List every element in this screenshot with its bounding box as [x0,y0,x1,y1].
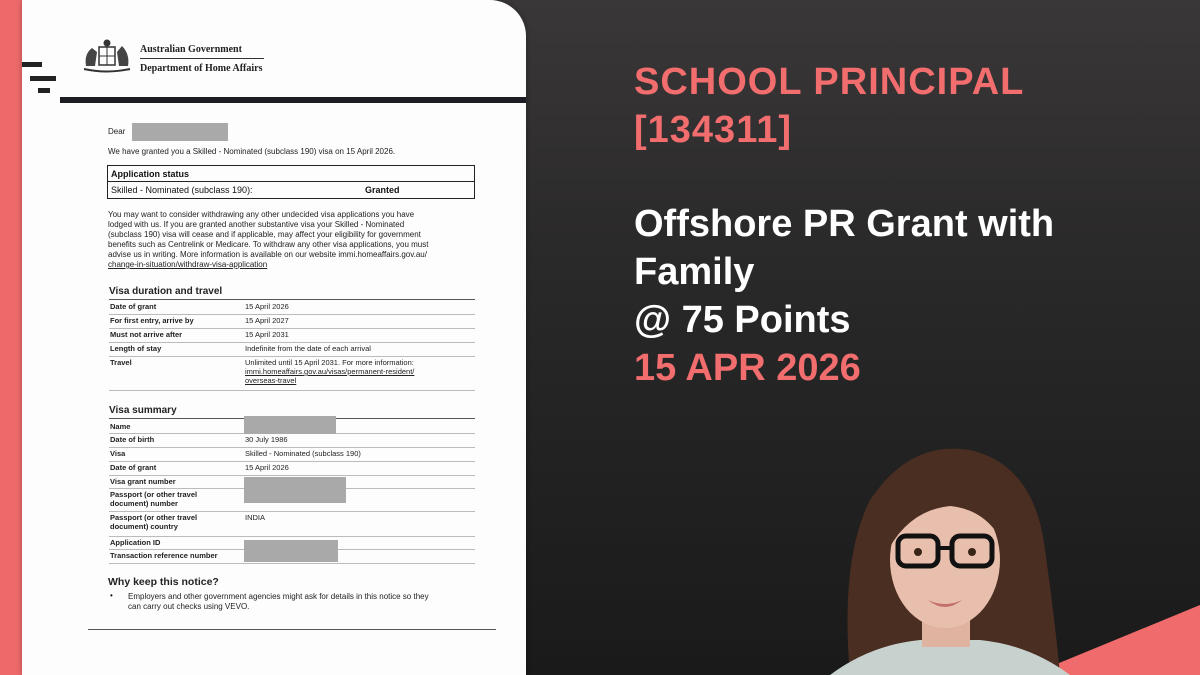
status-title: Application status [111,169,190,179]
redacted-name [132,123,228,141]
grant-type: Offshore PR Grant with [634,203,1055,245]
job-title-block [634,58,1024,154]
table-row: Length of stay Indefinite from the date of each arrival [109,343,475,357]
anzsco-code: [134311] [634,109,793,151]
table-row: Passport (or other travel document) number [109,489,475,512]
table-row: Visa grant number [109,476,475,489]
table-row: Application ID [109,537,475,550]
department-name: Department of Home Affairs [140,63,263,74]
government-name: Australian Government [140,44,242,55]
travel-link-cont[interactable]: overseas-travel [245,376,297,385]
table-row: Name [109,419,475,434]
status-value: Granted [365,185,400,195]
withdraw-link[interactable]: change-in-situation/withdraw-visa-application [108,260,268,269]
grant-type-cont: Family [634,251,755,293]
grant-date: 15 APR 2026 [634,347,861,389]
grant-description-block [634,200,1054,344]
table-row: Date of grant 15 April 2026 [109,301,475,315]
table-row: Transaction reference number [109,550,475,564]
table-row: Must not arrive after 15 April 2031 [109,329,475,343]
bullet-dot: • [110,591,113,600]
table-row: Visa Skilled - Nominated (subclass 190) [109,448,475,462]
points-score: @ 75 Points [634,299,851,341]
why-heading: Why keep this notice? [108,576,219,588]
divider [140,58,264,59]
scan-mark [30,76,56,81]
visa-grant-document: Australian Government Department of Home Affairs Dear We have granted you a Skilled - Nominated (subclass 190) visa on 15 April 2026. Application status Skilled - Nominated (subclass 190): Granted You may want to consider withdrawing any other undecided visa applications you have lodged with us. If you are granted another substantive visa your Skilled - Nominated (subclass 190) visa will cease and if applicable, may affect your eligibility for government benefits such as Centrelink or Medicare. To withdraw any other visa applications, you must advise us in writing. More information is available on our website immi.homeaffairs.gov.au/ change-in-situation/withdraw-visa-application Visa duration and travel Date of grant 15 April 2026 For first entry, arrive by 15 April 2027 Must not arrive after 15 April 2031 Length of stay Indefinite from the date of each arrival Travel Unlimited until 15 April 2031. For more information: immi.homeaffairs.gov.au/visas/permanent-resident/ overseas-travel Visa summary Name Date of birth 30 July 1986 Visa Skilled - Nominated (subclass 190) Date of grant 15 April 2026 Visa grant number Passport (or other travel document) number Passport (or other travel document) country INDIA Application ID Transaction reference number Why keep this notice? • Employers and other government agencies might ask for details in this notice so they can carry out checks using VEVO. [22,0,526,675]
status-label: Skilled - Nominated (subclass 190): [111,185,253,195]
scan-mark [38,88,50,93]
table-row: For first entry, arrive by 15 April 2027 [109,315,475,329]
redacted-application-ids [244,540,338,562]
table-row: Travel Unlimited until 15 April 2031. For more information: immi.homeaffairs.gov.au/visas/permanent-resident/ overseas-travel [109,357,475,391]
travel-link[interactable]: immi.homeaffairs.gov.au/visas/permanent-resident/ [245,367,415,376]
duration-heading: Visa duration and travel [109,286,223,297]
table-row: Date of grant 15 April 2026 [109,462,475,476]
job-title: SCHOOL PRINCIPAL [634,61,1025,103]
application-status-box [107,165,475,199]
redacted-name-value [244,416,336,434]
table-row: Passport (or other travel document) country INDIA [109,512,475,537]
footer-rule [88,629,496,630]
presenter-portrait [810,440,1080,675]
header-rule [60,97,526,103]
why-text-line1: Employers and other government agencies might ask for details in this notice so they [128,592,429,601]
coat-of-arms-icon [80,36,134,76]
grant-sentence: We have granted you a Skilled - Nominated (subclass 190) visa on 15 April 2026. [108,147,396,156]
scan-mark [22,62,42,67]
salutation: Dear [108,127,126,136]
summary-heading: Visa summary [109,405,177,416]
why-text-line2: can carry out checks using VEVO. [128,602,250,611]
table-row: Date of birth 30 July 1986 [109,434,475,448]
